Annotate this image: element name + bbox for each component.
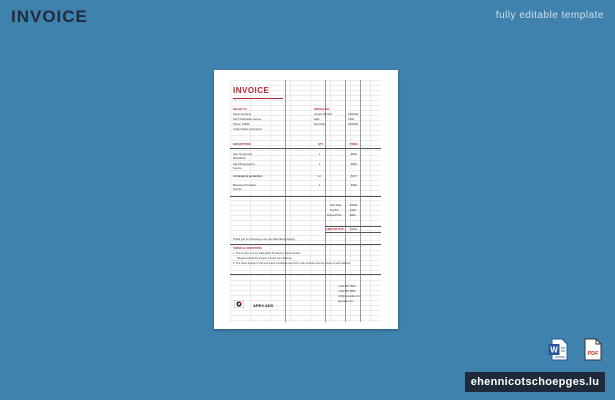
tagline: fully editable template — [495, 10, 604, 21]
item-qty: 1 — [319, 184, 321, 187]
total-label: Discount 5% — [327, 214, 342, 217]
item-price: $000 — [351, 184, 357, 187]
total-value: $120 — [350, 209, 356, 212]
billed-line: Name Surname — [233, 113, 252, 116]
meta-label: Date — [314, 118, 320, 121]
invoice-title: INVOICE — [233, 86, 270, 95]
item-desc2: Service — [233, 167, 242, 170]
terms-rule — [230, 244, 381, 245]
header-rule — [230, 148, 381, 149]
invoice-grid — [230, 80, 381, 322]
brand-logo-icon — [234, 300, 244, 308]
invoice-no-label: INVOICE NO. — [314, 108, 330, 111]
item-desc2: Service — [233, 188, 242, 191]
item-desc: Business Promotion — [233, 184, 257, 187]
billed-line: United States of America — [233, 128, 262, 131]
terms-line: Please include the invoice number as reference. — [237, 257, 293, 260]
meta-label: Invoice Number — [314, 113, 333, 116]
terms-title: TERMS & CONDITIONS — [233, 247, 262, 250]
col-description: DESCRIPTION — [233, 143, 251, 146]
item-price: $470 — [351, 175, 357, 178]
item-qty: 1 — [319, 163, 321, 166]
grid-line — [360, 80, 361, 322]
meta-value: 01/06/25 — [348, 123, 359, 126]
col-qty: QTY — [318, 143, 324, 146]
contact-line: +123 456 7890 — [338, 290, 356, 293]
item-qty: 12 — [318, 175, 321, 178]
invoice-preview — [214, 70, 398, 329]
col-price: PRICE — [350, 143, 358, 146]
meta-value: 01/01 — [348, 118, 355, 121]
item-desc: Item Component — [233, 153, 253, 156]
meta-label: Due Date — [314, 123, 325, 126]
site-watermark: ehennicotschoepges.lu — [465, 372, 605, 392]
title-underline — [233, 98, 283, 99]
word-file-letter: W — [550, 345, 558, 355]
thank-you-note: Thank you for choosing us as your advertising agency — [233, 238, 295, 241]
terms-line: 2. The client agrees to the terms and conditions set forth in the contract and the scope of work defined. — [233, 262, 351, 265]
total-value: $1200 — [350, 204, 358, 207]
page-title: INVOICE — [11, 7, 88, 26]
grand-rule — [325, 232, 381, 233]
pdf-file-icon — [583, 338, 603, 361]
grand-rule — [325, 226, 381, 227]
total-label: Sub-Total — [330, 204, 341, 207]
grid-line — [285, 80, 286, 322]
pdf-file-label: PDF — [587, 351, 599, 357]
item-price: $000 — [351, 163, 357, 166]
item-qty: 1 — [319, 153, 321, 156]
contact-line: info@apexads.com — [338, 295, 361, 298]
items-rule — [230, 196, 381, 197]
contact-line: apexads.com — [338, 300, 354, 303]
billed-line: Phone: 07896 — [233, 123, 250, 126]
contact-line: +123 456 7890 — [338, 285, 356, 288]
terms-line: 1. The invoice is to be paid within 30 days by bank transfer. — [233, 252, 301, 255]
total-label: Tax 5% — [330, 209, 339, 212]
item-price: $000 — [351, 153, 357, 156]
grid-line — [325, 80, 326, 322]
grand-label: AMOUNT DUE — [326, 228, 344, 231]
billed-line: 2031 Whitcastle Avenue — [233, 118, 261, 121]
word-file-icon — [548, 338, 568, 361]
meta-value: PF00432 — [348, 113, 359, 116]
item-desc2: Breakdown — [233, 157, 246, 160]
total-value: $240 — [350, 214, 356, 217]
grand-value: $1150 — [350, 228, 358, 231]
item-desc: Ad design & production — [233, 175, 263, 178]
billed-to-label: BILLED TO — [233, 108, 247, 111]
footer-rule — [230, 274, 381, 275]
item-desc: Advertising Agency — [233, 163, 256, 166]
brand-name: APEX ADS — [253, 303, 274, 308]
